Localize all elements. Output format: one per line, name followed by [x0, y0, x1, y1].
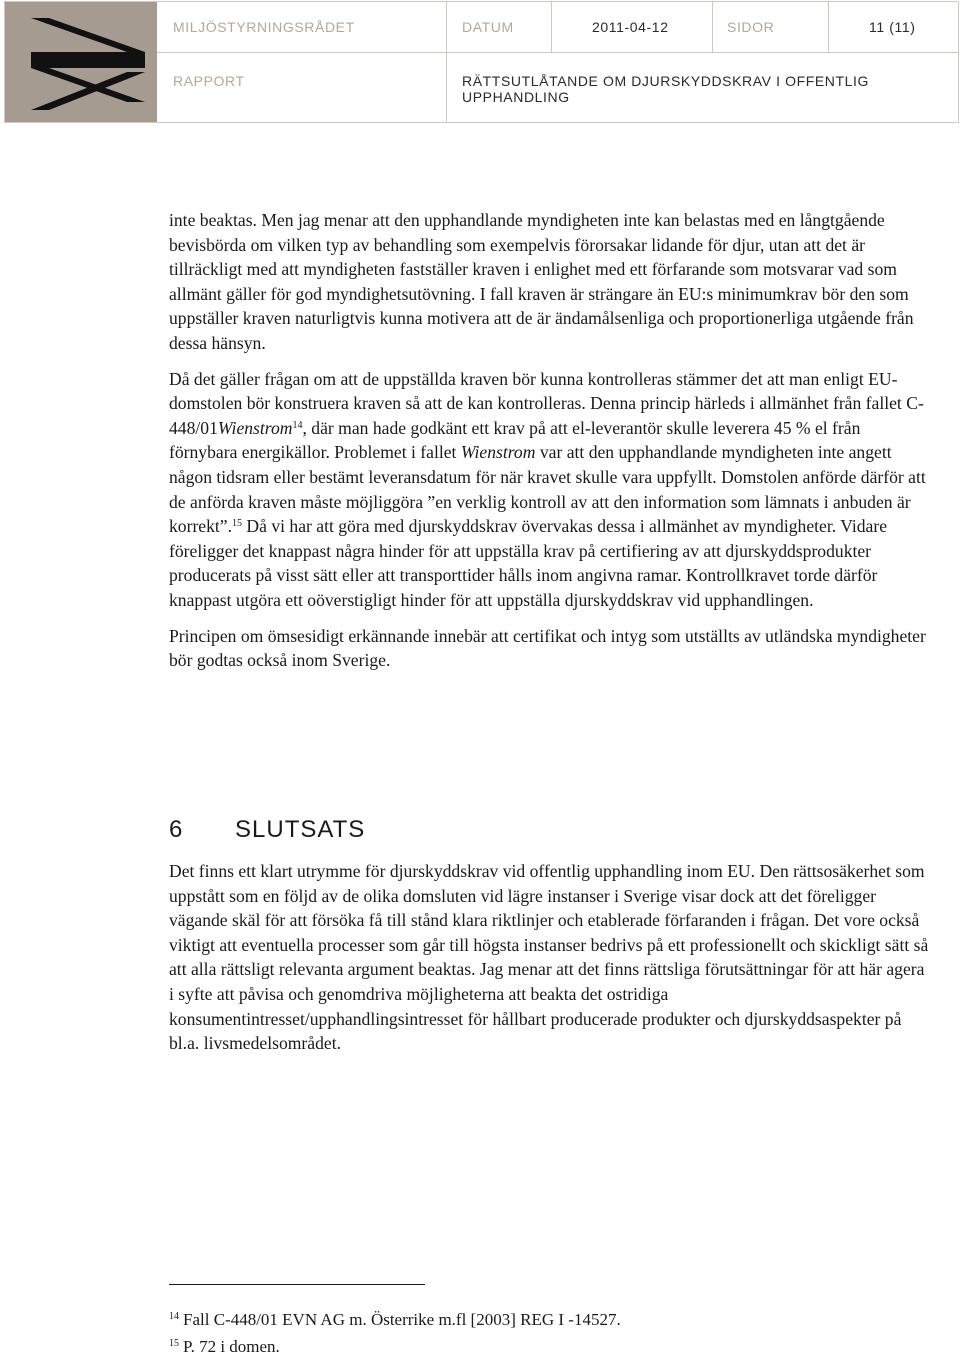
footnote-ref[interactable]: 14 [292, 419, 303, 431]
pages-value-cell [828, 2, 958, 52]
document-title: RÄTTSUTLÅTANDE OM DJURSKYDDSKRAV I OFFENTLIG UPPHANDLING [462, 73, 870, 105]
type-cell [157, 53, 446, 123]
report-type: RAPPORT [173, 73, 245, 89]
pages-value: 11 (11) [869, 19, 916, 35]
text-run: var att den upphandlande myndigheten inte angett någon tidsram eller bestämt leveransdatum för när kravet skulle vara uppfyllt. Domstolen anförde därför att de anförda kraven måste möjliggöra ”en verklig kontroll av att den information som lämnats i anbuden är korrekt”. [169, 442, 926, 537]
miljostyrningsradet-logo-icon [5, 2, 157, 122]
logo [5, 2, 157, 122]
footnote-text: P. 72 i domen. [183, 1337, 280, 1356]
footnote [169, 1306, 929, 1333]
text-run: Då vi har att göra med djurskyddskrav övervakas dessa i allmänhet av myndigheter. Vidare föreligger det knappast några hinder för att uppställa krav på certifiering av att djurskyddsprodukter producerats på visst sätt eller att transporttider hålls inom angivna ramar. Kontrollkravet torde därför knappast utgöra ett oöverstigligt hinder för att uppställa djurskyddskrav vid upphandlingen. [169, 516, 888, 610]
case-name: Wienstrom [460, 442, 536, 463]
date-value-cell [551, 2, 712, 52]
section-title: SLUTSATS [235, 816, 366, 843]
header-row-2 [157, 52, 958, 123]
org-name: MILJÖSTYRNINGSRÅDET [173, 19, 355, 35]
footnote-divider [169, 1284, 425, 1285]
paragraph: inte beaktas. Men jag menar att den upphandlande myndigheten inte kan belastas med en långtgående bevisbörda om vilken typ av behandling som exempelvis förorsakar lidande för djur, utan att det är tillräckligt med att myndigheten fastställer kraven i enlighet med ett förfarande som motsvarar vad som allmänt gäller för god myndighetsutövning. I fall kraven är strängare än EU:s minimumkrav bör den som uppställer kraven naturligtvis kunna motivera att de är ändamålsenliga och proportionerliga utgående från dessa hänsyn. [169, 210, 914, 353]
footnotes [169, 1306, 929, 1360]
text-run: Då det gäller frågan om att de uppställda kraven bör kunna kontrolleras stämmer det att man enligt EU-domstolen bör konstruera kraven så att de kan kontrolleras. Denna princip härleds i allmänhet från fallet C-448/01 [169, 368, 924, 438]
section-text [169, 859, 929, 1056]
footnote-number: 15 [169, 1338, 179, 1349]
date-value: 2011-04-12 [592, 19, 669, 35]
title-cell [446, 53, 958, 123]
paragraph: Det finns ett klart utrymme för djurskyddskrav vid offentlig upphandling inom EU. Den rättsosäkerhet som uppstått som en följd av de olika domsluten vid lägre instanser i Sverige visar dock att det föreligger vägande skäl för att försöka få till stånd klara riktlinjer och etablerade förfaranden i frågan. Det vore också viktigt att eventuella processer som går till högsta instanser bedrivs på ett professionellt och skickligt sätt så att alla rättsligt relevanta argument beaktas. Jag menar att det finns rättsliga förutsättningar för att här agera i syfte att påvisa och genomdriva möjligheterna att beakta det ostridiga konsumentintresset/upphandlingsintresset för hållbart producerade produkter och djurskyddsaspekter på bl.a. livsmedelsområdet. [169, 861, 929, 1054]
pages-label: SIDOR [727, 19, 775, 35]
document-header [4, 1, 959, 123]
case-name: Wienstrom [217, 417, 293, 438]
footnote-ref[interactable]: 15 [232, 518, 243, 530]
footnote-text: Fall C-448/01 EVN AG m. Österrike m.fl [2003] REG I -14527. [183, 1310, 621, 1329]
date-label: DATUM [462, 19, 514, 35]
date-label-cell [446, 2, 551, 52]
section-number: 6 [169, 816, 184, 843]
text-run: , där man hade godkänt ett krav på att el-leverantör skulle leverera 45 % el från förnybara energikällor. Problemet i fallet [169, 417, 861, 463]
paragraph [169, 367, 929, 613]
section-heading [169, 816, 365, 844]
org-cell [157, 2, 446, 52]
pages-label-cell [712, 2, 828, 52]
paragraph: Principen om ömsesidigt erkännande innebär att certifikat och intyg som utställts av utländska myndigheter bör godtas också inom Sverige. [169, 625, 926, 671]
footnote-number: 14 [169, 1311, 179, 1322]
body-text [169, 208, 929, 684]
